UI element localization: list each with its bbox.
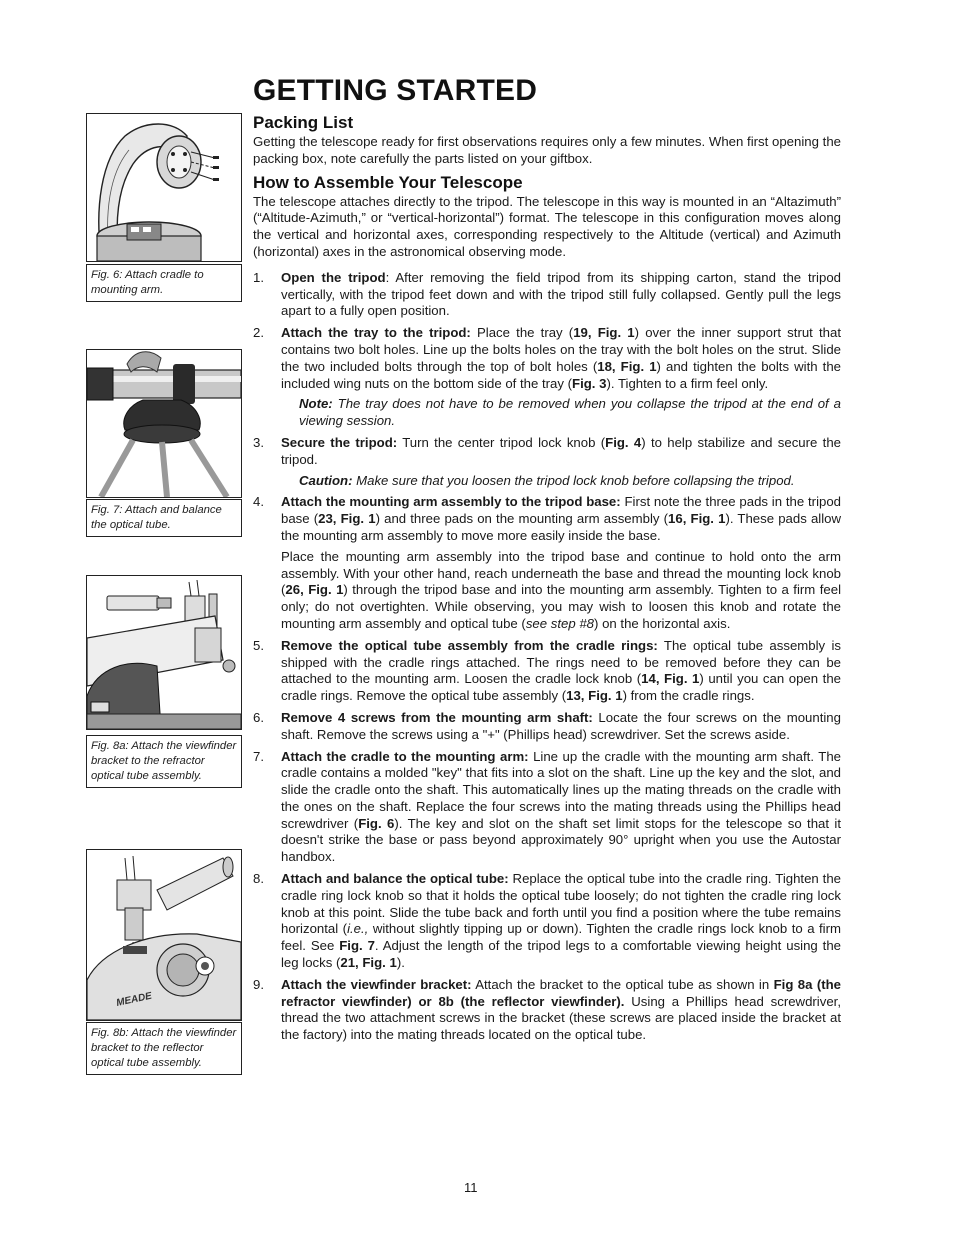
step-number: 4. <box>253 494 264 510</box>
step-number: 7. <box>253 748 264 764</box>
step-number: 6. <box>253 709 264 725</box>
meade-logo: MEADE <box>115 990 153 1009</box>
step-7 <box>253 749 841 867</box>
step-number: 9. <box>253 976 264 992</box>
fig8a-caption: Fig. 8a: Attach the viewfinder bracket to the refractor optical tube assembly. <box>86 735 242 788</box>
step-number: 1. <box>253 269 264 285</box>
step-4 <box>253 494 841 632</box>
page-number: 11 <box>464 1180 478 1195</box>
step-3 <box>253 435 841 489</box>
step-caution: Caution: Make sure that you loosen the tripod lock knob before collapsing the tripod. <box>299 472 795 488</box>
step-note: Note: The tray does not have to be removed when you collapse the tripod at the end of a viewing session. <box>299 396 841 429</box>
step-number: 2. <box>253 325 264 341</box>
step-text: Attach the mounting arm assembly to the tripod base: First note the three pads in the tripod base (23, Fig. 1) and three pads on the mounting arm assembly (16, Fig. 1). These pads allow the mounting arm assembly to move more easily inside the base. <box>281 494 842 543</box>
fig7-drawing <box>87 350 241 497</box>
packing-list-heading: Packing List <box>253 113 354 132</box>
fig7-illustration <box>86 349 242 498</box>
step-2 <box>253 325 841 430</box>
fig8b-illustration <box>86 849 242 1021</box>
step-text: Attach the viewfinder bracket: Attach the bracket to the optical tube as shown in Fig 8a (the refractor viewfinder) or 8b (the reflector viewfinder). Using a Phillips head screwdriver, thread the two attachment screws in the bracket (these screws are placed inside the bracket at the factory) into the mating threads located on the optical tube. <box>281 976 842 1043</box>
step-text: Attach the tray to the tripod: Place the tray (19, Fig. 1) over the inner support strut that contains two bolt holes. Line up the bolts holes on the tray with the bolt holes on the strut. Slide the two included bolts through the top of bolt holes (18, Fig. 1) and tighten the bolts with the included wing nuts on the bottom side of the tray (Fig. 3). Tighten to a firm feel only. <box>281 325 841 391</box>
step-5 <box>253 638 841 705</box>
fig8a-drawing <box>87 576 241 729</box>
fig8b-caption: Fig. 8b: Attach the viewfinder bracket to the reflector optical tube assembly. <box>86 1022 242 1075</box>
assemble-intro: The telescope attaches directly to the tripod. The telescope in this way is mounted in an “Altazimuth” (“Altitude-Azimuth,” or “vertical-horizontal”) format. The telescope in this configuration moves along the vertical and horizontal axes, corresponding respectively to the Altitude (vertical) and Azimuth (horizontal) axes in the astronomical observing mode. <box>253 193 841 259</box>
step-8 <box>253 871 841 972</box>
step-text: Attach and balance the optical tube: Replace the optical tube into the cradle ring. Tighten the cradle ring lock knob so that it holds the optical tube loosely; do not tighten the cradle ring lock knob at this point. Slide the tube back and forth until you find a position where the tube remains horizontal (i.e., without slightly tipping up or down). Tighten the cradle rings lock knob to a firm feel. See Fig. 7. Adjust the length of the tripod legs to a comfortable viewing height using the leg locks (21, Fig. 1). <box>281 871 841 971</box>
step-text: Remove 4 screws from the mounting arm shaft: Locate the four screws on the mounting shaft. Remove the screws using a "+" (Phillips head) screwdriver. Set the screws aside. <box>281 709 841 742</box>
step-1 <box>253 270 841 320</box>
step-text-continued: Place the mounting arm assembly into the tripod base and continue to hold onto the arm assembly. With your other hand, reach underneath the base and thread the mounting lock knob (26, Fig. 1) through the tripod base and into the mounting arm assembly. Tighten to a firm feel only; do not overtighten. While observing, you may wish to loosen this knob and rotate the mounting arm assembly and optical tube (see step #8) on the horizontal axis. <box>281 548 841 631</box>
fig6-caption: Fig. 6: Attach cradle to mounting arm. <box>86 264 242 302</box>
fig8b-drawing <box>87 850 241 1020</box>
step-6 <box>253 710 841 744</box>
fig8a-illustration <box>86 575 242 730</box>
step-text: Attach the cradle to the mounting arm: Line up the cradle with the mounting arm shaft. The cradle contains a molded "key" that fits into a slot on the shaft. Line up the key and the slot, and slide the cradle onto the shaft. This automatically lines up the mating threads on the cradle with the ones on the shaft. Replace the four screws into the mating threads using the Phillips head screwdriver (Fig. 6). The key and slot on the shaft set limit stops for the telescope so that it doesn't strike the base or pass beyond approximately 90° upright when you use the Autostar handbox. <box>281 748 842 865</box>
fig7-caption: Fig. 7: Attach and balance the optical tube. <box>86 499 242 537</box>
step-text: Open the tripod: After removing the field tripod from its shipping carton, stand the tripod vertically, with the tripod feet down and with the tripod still fully collapsed. Gently pull the legs apart to a fully open position. <box>281 269 841 319</box>
page-title: GETTING STARTED <box>253 74 538 107</box>
step-number: 5. <box>253 637 264 653</box>
assemble-heading: How to Assemble Your Telescope <box>253 172 523 192</box>
step-text: Secure the tripod: Turn the center tripod lock knob (Fig. 4) to help stabilize and secure the tripod. <box>281 434 841 467</box>
fig6-illustration <box>86 113 242 262</box>
step-9 <box>253 977 841 1044</box>
packing-list-text: Getting the telescope ready for first observations requires only a few minutes. When first opening the packing box, note carefully the parts listed on your giftbox. <box>253 134 841 166</box>
step-number: 8. <box>253 871 264 887</box>
main-content <box>253 112 841 1049</box>
fig6-drawing <box>87 114 241 261</box>
step-text: Remove the optical tube assembly from the cradle rings: The optical tube assembly is shipped with the cradle rings attached. The rings need to be removed before they can be attached to the mounting arm. Loosen the cradle lock knob (14, Fig. 1) until you can open the cradle rings. Remove the optical tube assembly (13, Fig. 1) from the cradle rings. <box>281 637 841 704</box>
step-number: 3. <box>253 434 264 450</box>
